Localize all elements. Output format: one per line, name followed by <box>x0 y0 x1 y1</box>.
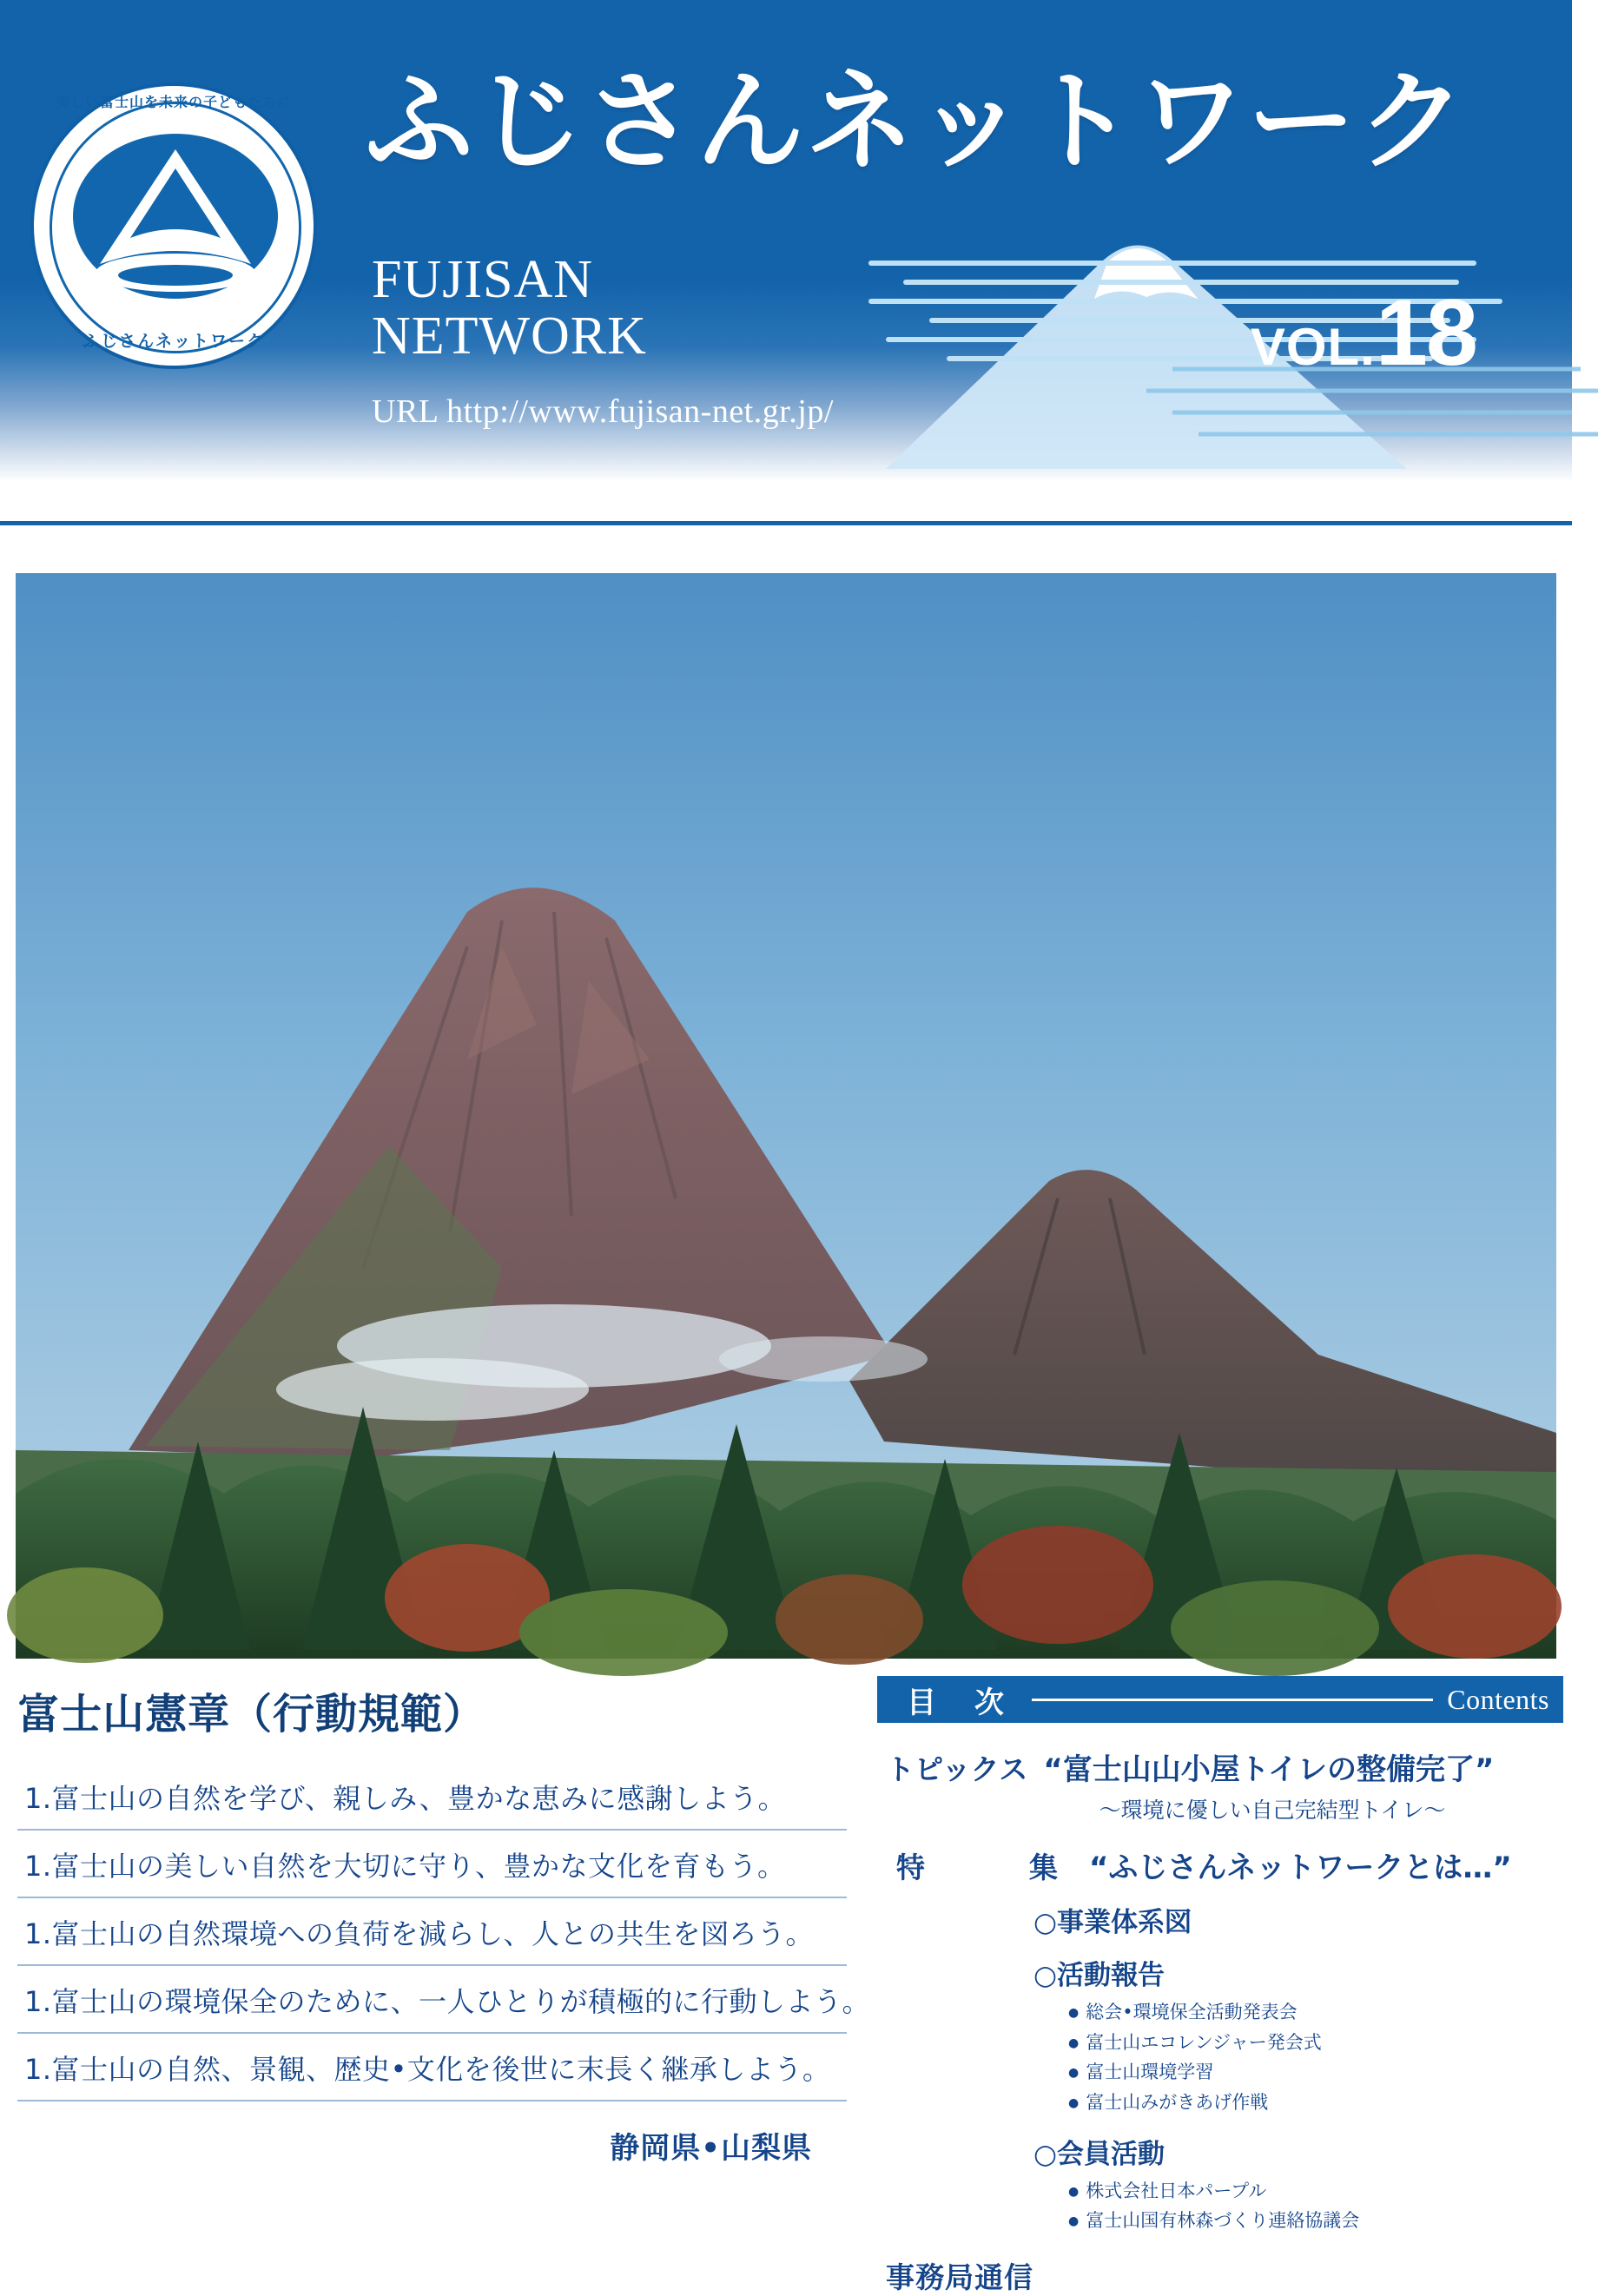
topics-subtitle: 〜環境に優しい自己完結型トイレ〜 <box>1099 1798 1446 1823</box>
feature-label: 特 集 <box>896 1851 1073 1884</box>
list-item[interactable]: ● 富士山エコレンジャー発会式 <box>1068 2028 1555 2058</box>
feature-group-title[interactable]: ○事業体系図 <box>1033 1907 1192 1938</box>
list-item: 1.富士山の美しい自然を大切に守り、豊かな文化を育もう。 <box>17 1831 847 1898</box>
organization-seal-logo <box>30 82 317 369</box>
list-item[interactable]: ● 富士山国有林森づくり連絡協議会 <box>1068 2206 1555 2236</box>
page-title-japanese: ふじさんネットワーク <box>365 59 1468 185</box>
seal-bottom-text: ふじさんネットワーク <box>82 333 265 351</box>
charter-title: 富士山憲章（行動規範） <box>17 1690 486 1738</box>
feature-group-items <box>1068 2176 1555 2236</box>
title-en-line2: NETWORK <box>372 307 647 366</box>
list-item: 1.富士山の自然環境への負荷を減らし、人との共生を図ろう。 <box>17 1898 847 1966</box>
feature-group-items <box>1068 1997 1555 2118</box>
seal-fuji-emblem-icon <box>73 134 278 299</box>
contents-header-rule <box>1032 1699 1433 1701</box>
contents-section <box>877 1676 1563 2296</box>
fuji-charter-section <box>17 1680 871 2167</box>
website-url[interactable]: URL http://www.fujisan-net.gr.jp/ <box>372 393 834 430</box>
masthead <box>0 0 1572 482</box>
list-item[interactable]: ● 富士山みがきあげ作戦 <box>1068 2088 1555 2118</box>
volume-number: 18 <box>1375 280 1476 385</box>
volume-badge <box>1251 278 1476 386</box>
feature-group-title[interactable]: ○活動報告 <box>1033 1960 1165 1991</box>
topics-title: “富士山山小屋トイレの整備完了” <box>1043 1752 1495 1787</box>
list-item: 1.富士山の自然、景観、歴史•文化を後世に末長く継承しよう。 <box>17 2034 847 2101</box>
list-item: 1.富士山の環境保全のために、一人ひとりが積極的に行動しよう。 <box>17 1966 847 2034</box>
list-item[interactable]: ● 富士山環境学習 <box>1068 2057 1555 2088</box>
contents-body <box>877 1723 1563 2296</box>
contents-topics-row[interactable] <box>886 1745 1555 1788</box>
page-title-english <box>372 252 647 365</box>
office-news-label[interactable]: 事務局通信 <box>886 2260 1033 2294</box>
list-item[interactable]: ● 株式会社日本パープル <box>1068 2176 1555 2207</box>
masthead-divider <box>0 521 1572 525</box>
contents-header-japanese: 目 次 <box>907 1685 1018 1720</box>
cover-photo <box>16 573 1556 1659</box>
contents-header-bar <box>877 1676 1563 1723</box>
list-item: 1.富士山の自然を学び、親しみ、豊かな恵みに感謝しよう。 <box>17 1763 847 1831</box>
charter-credit: 静岡県•山梨県 <box>610 2131 812 2166</box>
charter-list <box>17 1763 871 2101</box>
feature-group-title[interactable]: ○会員活動 <box>1033 2138 1165 2170</box>
title-en-line1: FUJISAN <box>372 250 594 309</box>
list-item[interactable]: ● 総会•環境保全活動発表会 <box>1068 1997 1555 2028</box>
feature-title: “ふじさんネットワークとは…” <box>1089 1851 1512 1885</box>
seal-top-text: 美しい富士山を未来の子どもたちに <box>55 96 292 110</box>
contents-header-english: Contents <box>1447 1683 1549 1715</box>
contents-feature-row[interactable] <box>886 1844 1555 1886</box>
volume-label: VOL. <box>1250 318 1376 376</box>
topics-label: トピックス <box>886 1752 1028 1786</box>
